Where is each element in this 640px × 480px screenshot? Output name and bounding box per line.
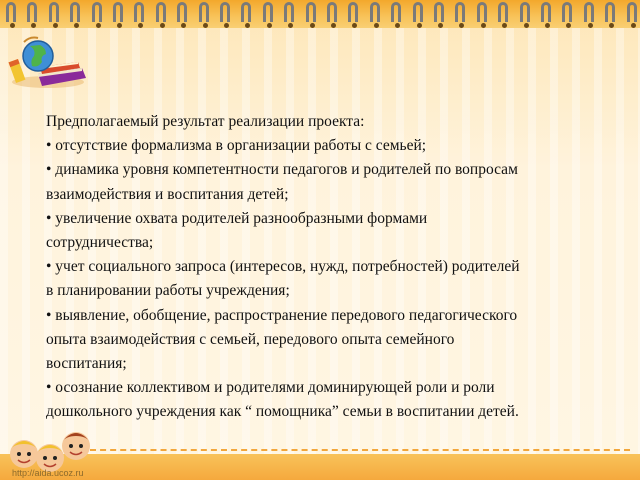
binding-ring: [477, 2, 487, 22]
project-result-text: [46, 110, 606, 425]
binding-ring: [605, 2, 615, 22]
text-line: • выявление, обобщение, распространение передового педагогического: [46, 306, 518, 324]
binding-ring: [498, 2, 508, 22]
binding-ring: [49, 2, 59, 22]
binding-ring: [177, 2, 187, 22]
text-line: • осознание коллективом и родителями доминирующей роли и роли: [46, 379, 495, 397]
binding-ring: [327, 2, 337, 22]
binding-ring: [70, 2, 80, 22]
binding-ring: [348, 2, 358, 22]
binding-ring: [220, 2, 230, 22]
text-line: в планировании работы учреждения;: [46, 282, 290, 300]
binding-ring: [134, 2, 144, 22]
text-line: • учет социального запроса (интересов, нужд, потребностей) родителей: [46, 258, 520, 276]
binding-ring: [455, 2, 465, 22]
binding-ring: [27, 2, 37, 22]
binding-ring: [199, 2, 209, 22]
text-line: дошкольного учреждения как “ помощника” семьи в воспитании детей.: [46, 403, 519, 421]
binding-ring: [434, 2, 444, 22]
books-and-globe-icon: [8, 34, 88, 90]
binding-ring: [541, 2, 551, 22]
text-line: сотрудничества;: [46, 234, 154, 252]
binding-ring: [370, 2, 380, 22]
text-line: Предполагаемый результат реализации проекта:: [46, 113, 365, 130]
dashed-divider: [90, 449, 630, 451]
binding-ring: [113, 2, 123, 22]
binding-ring: [413, 2, 423, 22]
binding-ring: [562, 2, 572, 22]
text-line: воспитания;: [46, 355, 127, 373]
text-line: • динамика уровня компетентности педагогов и родителей по вопросам: [46, 161, 518, 179]
binding-ring: [6, 2, 16, 22]
binding-ring: [156, 2, 166, 22]
text-line: • увеличение охвата родителей разнообразными формами: [46, 209, 428, 227]
spiral-binding-rings: [0, 0, 640, 28]
text-line: опыта взаимодействия с семьей, передового опыта семейного: [46, 330, 455, 348]
binding-ring: [241, 2, 251, 22]
footer-url: http://aida.ucoz.ru: [12, 468, 84, 478]
binding-ring: [520, 2, 530, 22]
binding-ring: [284, 2, 294, 22]
binding-ring: [391, 2, 401, 22]
text-line: • отсутствие формализма в организации работы с семьей;: [46, 137, 427, 155]
binding-ring: [92, 2, 102, 22]
binding-ring: [627, 2, 637, 22]
binding-ring: [306, 2, 316, 22]
binding-ring: [584, 2, 594, 22]
text-line: взаимодействия и воспитания детей;: [46, 185, 289, 203]
binding-ring: [263, 2, 273, 22]
